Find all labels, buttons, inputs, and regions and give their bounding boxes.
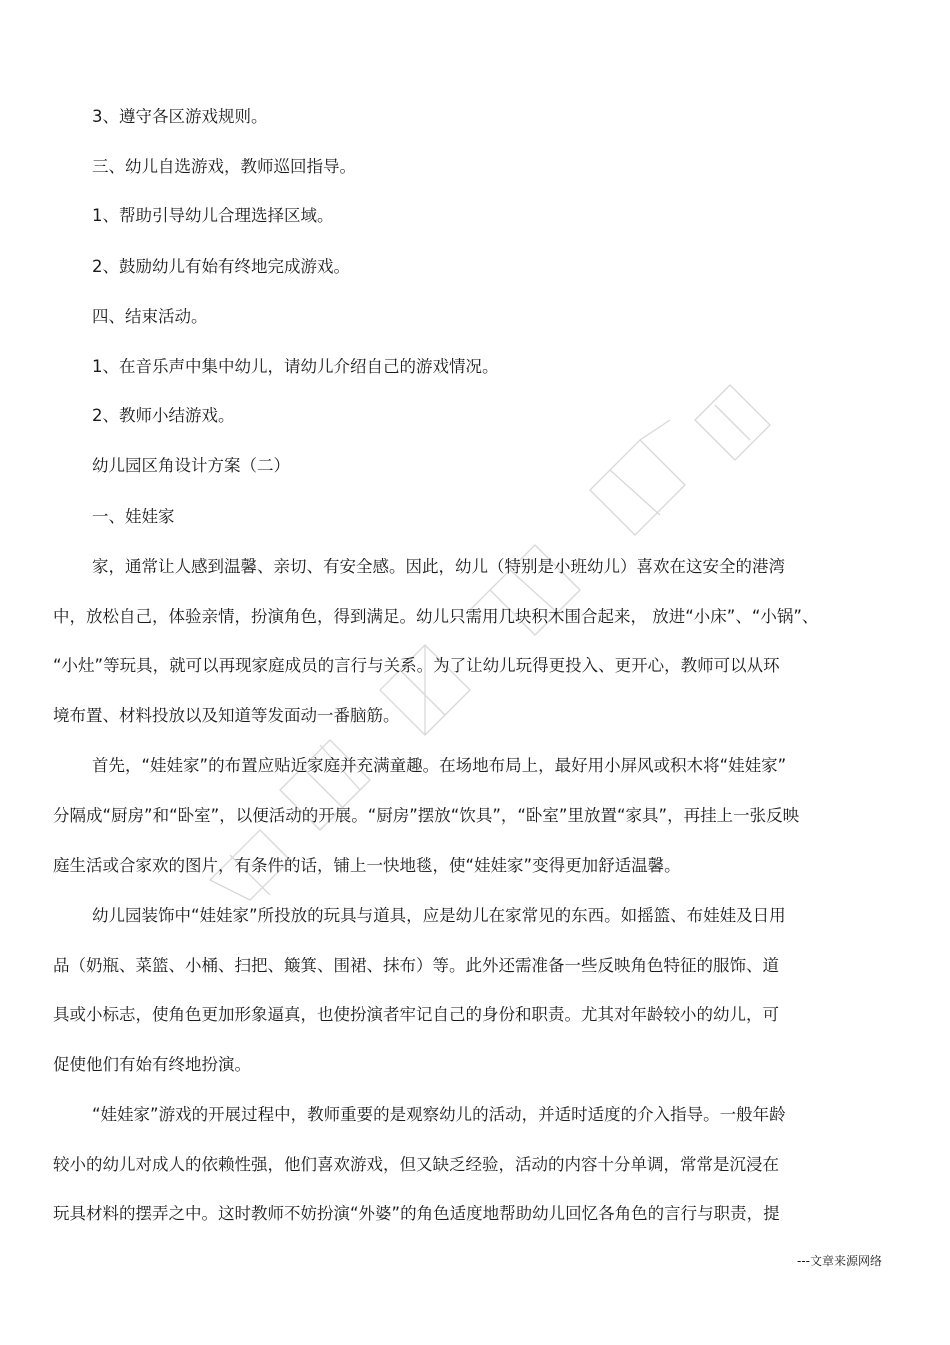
doc-line: 庭生活或合家欢的图片，有条件的话，铺上一快地毯，使“娃娃家”变得更加舒适温馨。 [53, 856, 681, 875]
doc-line: 玩具材料的摆弄之中。这时教师不妨扮演“外婆”的角色适度地帮助幼儿回忆各角色的言行与职责，提 [53, 1204, 780, 1223]
section-title: 幼儿园区角设计方案（二） [92, 456, 290, 475]
doc-line: 四、结束活动。 [92, 307, 208, 326]
doc-line: 具或小标志，使角色更加形象逼真，也使扮演者牢记自己的身份和职责。尤其对年龄较小的幼儿，可 [53, 1005, 779, 1024]
doc-line: 品（奶瓶、菜篮、小桶、扫把、簸箕、围裙、抹布）等。此外还需准备一些反映角色特征的服饰、道 [53, 956, 779, 975]
doc-line: 较小的幼儿对成人的依赖性强，他们喜欢游戏，但又缺乏经验，活动的内容十分单调，常常是沉浸在 [53, 1155, 779, 1174]
doc-line: 幼儿园装饰中“娃娃家”所投放的玩具与道具，应是幼儿在家常见的东西。如摇篮、布娃娃及日用 [92, 906, 786, 925]
doc-line: “娃娃家”游戏的开展过程中，教师重要的是观察幼儿的活动，并适时适度的介入指导。一般年龄 [92, 1105, 786, 1124]
doc-line: 2、鼓励幼儿有始有终地完成游戏。 [92, 257, 350, 276]
doc-line: 三、幼儿自选游戏，教师巡回指导。 [92, 157, 356, 176]
doc-line: 分隔成“厨房”和“卧室”，以便活动的开展。“厨房”摆放“饮具”，“卧室”里放置“家具”，再挂上一张反映 [53, 806, 800, 825]
source-footer: ---文章来源网络 [797, 1254, 882, 1268]
doc-line: 3、遵守各区游戏规则。 [92, 107, 268, 126]
doc-line: 境布置、材料投放以及知道等发面动一番脑筋。 [53, 706, 400, 725]
doc-line: 2、教师小结游戏。 [92, 406, 235, 425]
subsection-heading: 一、娃娃家 [92, 507, 175, 526]
doc-line: 家，通常让人感到温馨、亲切、有安全感。因此，幼儿（特别是小班幼儿）喜欢在这安全的港湾 [92, 557, 785, 576]
doc-line: 促使他们有始有终地扮演。 [53, 1055, 251, 1074]
doc-line: 中，放松自己，体验亲情，扮演角色，得到满足。幼儿只需用几块积木围合起来， 放进“小床”、“小锅”、 [53, 607, 819, 626]
doc-line: 1、在音乐声中集中幼儿，请幼儿介绍自己的游戏情况。 [92, 357, 499, 376]
doc-line: “小灶”等玩具，就可以再现家庭成员的言行与关系。为了让幼儿玩得更投入、更开心，教师可以从环 [53, 656, 780, 675]
doc-line: 1、帮助引导幼儿合理选择区域。 [92, 206, 334, 225]
doc-line: 首先，“娃娃家”的布置应贴近家庭并充满童趣。在场地布局上，最好用小屏风或积木将“娃娃家” [92, 756, 787, 775]
